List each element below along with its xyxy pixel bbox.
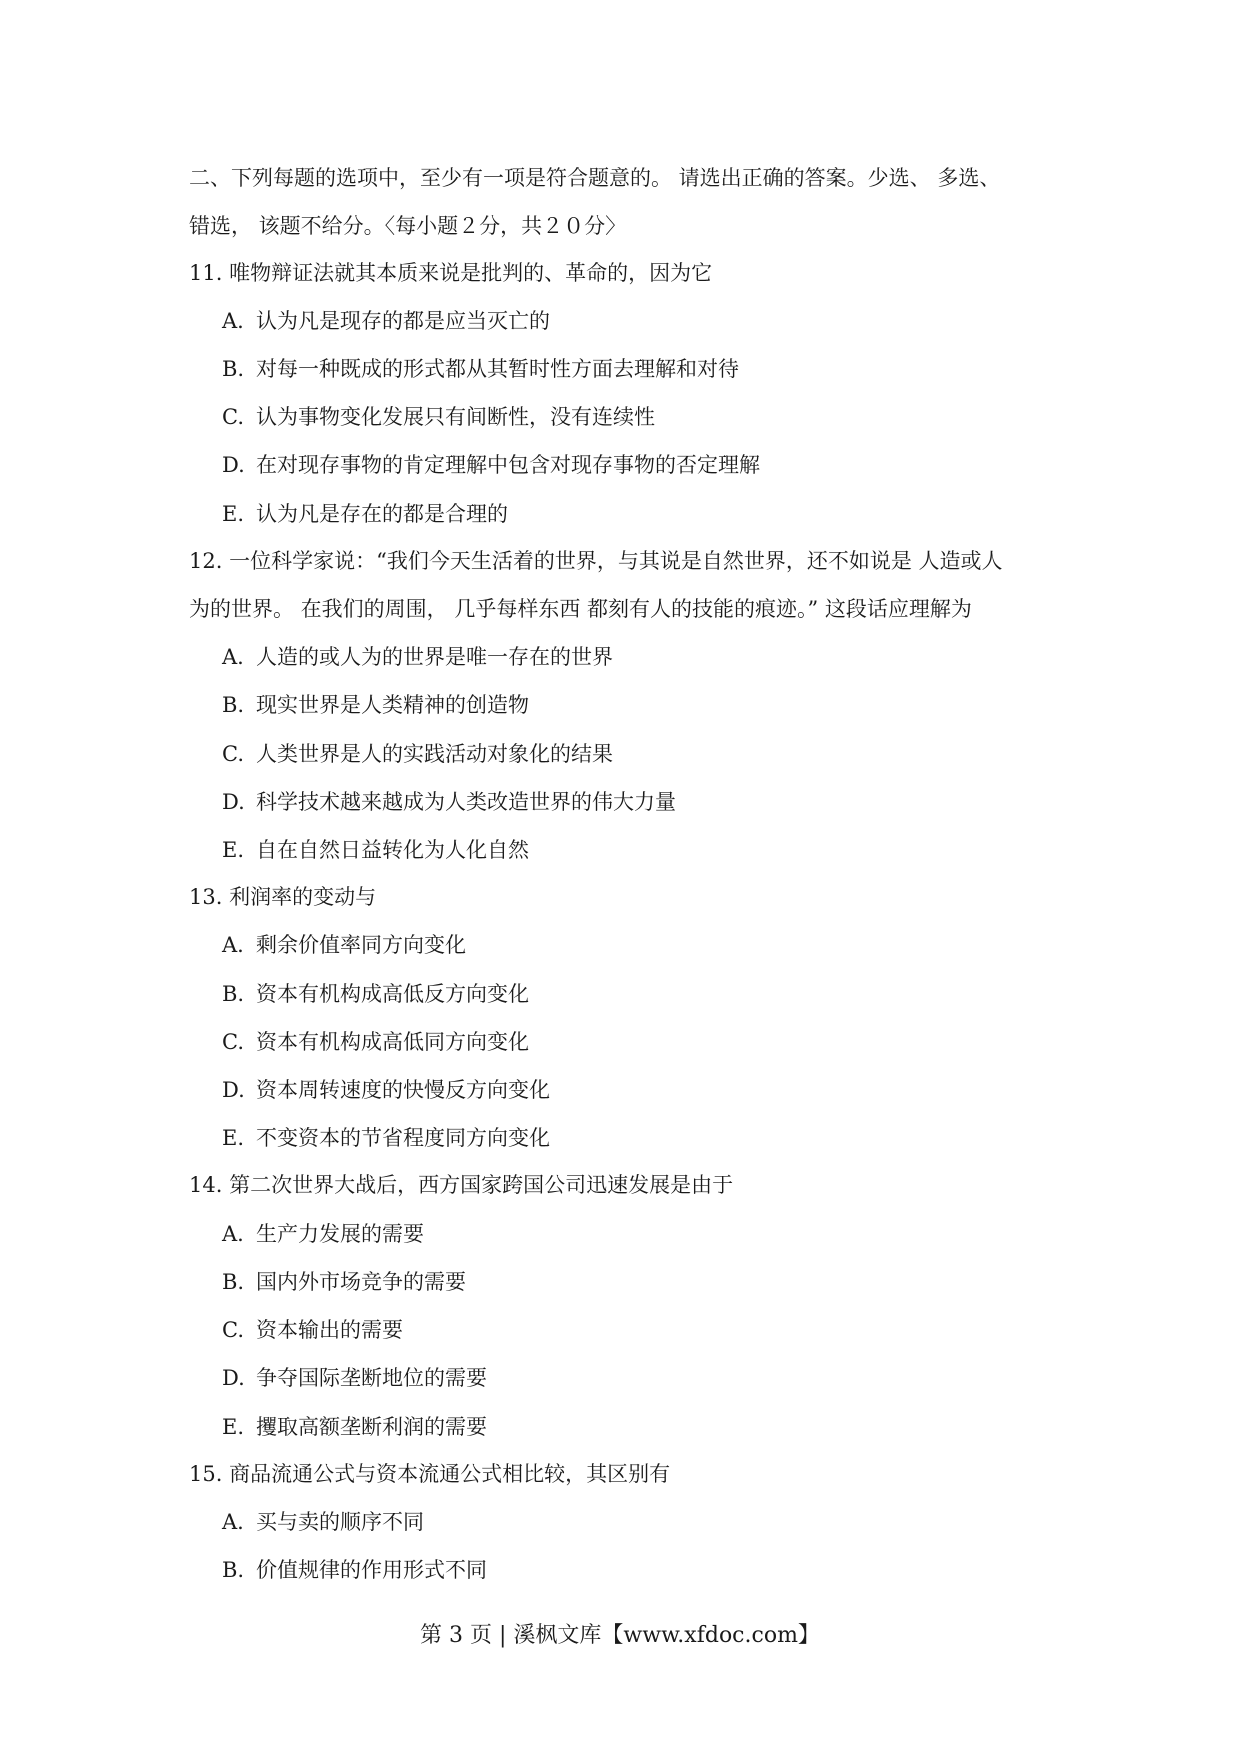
option-11-d	[222, 451, 760, 479]
option-letter: C.	[222, 742, 244, 766]
option-text: 认为凡是现存的都是应当灭亡的	[256, 309, 550, 333]
option-letter: D.	[222, 790, 245, 814]
question-11	[189, 259, 712, 287]
option-letter: E.	[222, 838, 245, 862]
option-14-d	[222, 1364, 487, 1392]
option-letter: A.	[222, 645, 244, 669]
question-13	[189, 883, 376, 911]
question-text: 利润率的变动与	[229, 885, 377, 909]
option-text: 认为凡是存在的都是合理的	[256, 502, 508, 526]
question-number: 11.	[189, 261, 223, 285]
option-letter: A.	[222, 933, 244, 957]
option-text: 攫取高额垄断利润的需要	[256, 1415, 487, 1439]
option-letter: D.	[222, 453, 245, 477]
question-number: 14.	[189, 1173, 223, 1197]
option-letter: D.	[222, 1366, 245, 1390]
page-footer: 第 3 页 | 溪枫文库【www.xfdoc.com】	[420, 1623, 820, 1648]
option-13-b	[222, 980, 529, 1008]
option-13-d	[222, 1076, 550, 1104]
option-14-b	[222, 1268, 466, 1296]
option-letter: B.	[222, 1270, 245, 1294]
option-text: 买与卖的顺序不同	[256, 1510, 424, 1534]
question-12	[189, 547, 1003, 575]
question-number: 12.	[189, 549, 223, 573]
option-text: 认为事物变化发展只有间断性，没有连续性	[256, 405, 655, 429]
option-letter: B.	[222, 982, 245, 1006]
option-11-c	[222, 403, 655, 431]
section-heading-line-1: 二、下列每题的选项中，至少有一项是符合题意的。 请选出正确的答案。少选、 多选、	[189, 166, 1001, 190]
option-letter: A.	[222, 1510, 244, 1534]
option-text: 自在自然日益转化为人化自然	[256, 838, 529, 862]
option-text: 剩余价值率同方向变化	[256, 933, 466, 957]
option-letter: E.	[222, 1126, 245, 1150]
question-text: 唯物辩证法就其本质来说是批判的、革命的，因为它	[229, 261, 713, 285]
question-number: 15.	[189, 1462, 223, 1486]
question-number: 13.	[189, 885, 223, 909]
question-14	[189, 1171, 733, 1199]
option-14-c	[222, 1316, 403, 1344]
question-text: 第二次世界大战后，西方国家跨国公司迅速发展是由于	[229, 1173, 734, 1197]
option-12-b	[222, 691, 529, 719]
option-12-e	[222, 836, 529, 864]
option-letter: B.	[222, 357, 245, 381]
option-14-a	[222, 1220, 424, 1248]
option-13-a	[222, 931, 466, 959]
option-letter: B.	[222, 693, 245, 717]
question-15	[189, 1460, 670, 1488]
option-text: 资本有机构成高低反方向变化	[256, 982, 529, 1006]
option-text: 不变资本的节省程度同方向变化	[256, 1126, 550, 1150]
option-11-e	[222, 500, 508, 528]
option-15-b	[222, 1556, 487, 1584]
option-13-c	[222, 1028, 529, 1056]
option-letter: A.	[222, 309, 244, 333]
option-letter: C.	[222, 1318, 244, 1342]
question-text: 商品流通公式与资本流通公式相比较，其区别有	[229, 1462, 671, 1486]
option-text: 人造的或人为的世界是唯一存在的世界	[256, 645, 613, 669]
question-12-continued: 为的世界。 在我们的周围， 几乎每样东西 都刻有人的技能的痕迹。” 这段话应理解为	[189, 597, 972, 621]
option-letter: D.	[222, 1078, 245, 1102]
option-text: 人类世界是人的实践活动对象化的结果	[256, 742, 613, 766]
option-12-a	[222, 643, 613, 671]
option-14-e	[222, 1413, 487, 1441]
option-text: 国内外市场竞争的需要	[256, 1270, 466, 1294]
option-11-a	[222, 307, 550, 335]
section-heading-line-2: 错选， 该题不给分。〈每小题２分，共２０分〉	[189, 214, 627, 238]
option-12-d	[222, 788, 676, 816]
question-text: 一位科学家说：“我们今天生活着的世界，与其说是自然世界，还不如说是 人造或人	[229, 549, 1003, 573]
option-text: 价值规律的作用形式不同	[256, 1558, 487, 1582]
option-text: 现实世界是人类精神的创造物	[256, 693, 529, 717]
option-letter: E.	[222, 1415, 245, 1439]
option-13-e	[222, 1124, 550, 1152]
option-12-c	[222, 740, 613, 768]
option-15-a	[222, 1508, 424, 1536]
option-text: 在对现存事物的肯定理解中包含对现存事物的否定理解	[256, 453, 760, 477]
option-text: 资本输出的需要	[256, 1318, 403, 1342]
option-11-b	[222, 355, 739, 383]
option-text: 生产力发展的需要	[256, 1222, 424, 1246]
option-letter: C.	[222, 1030, 244, 1054]
option-text: 争夺国际垄断地位的需要	[256, 1366, 487, 1390]
option-letter: A.	[222, 1222, 244, 1246]
option-letter: B.	[222, 1558, 245, 1582]
option-text: 资本有机构成高低同方向变化	[256, 1030, 529, 1054]
option-letter: E.	[222, 502, 245, 526]
option-text: 资本周转速度的快慢反方向变化	[256, 1078, 550, 1102]
option-text: 科学技术越来越成为人类改造世界的伟大力量	[256, 790, 676, 814]
option-text: 对每一种既成的形式都从其暂时性方面去理解和对待	[256, 357, 739, 381]
option-letter: C.	[222, 405, 244, 429]
